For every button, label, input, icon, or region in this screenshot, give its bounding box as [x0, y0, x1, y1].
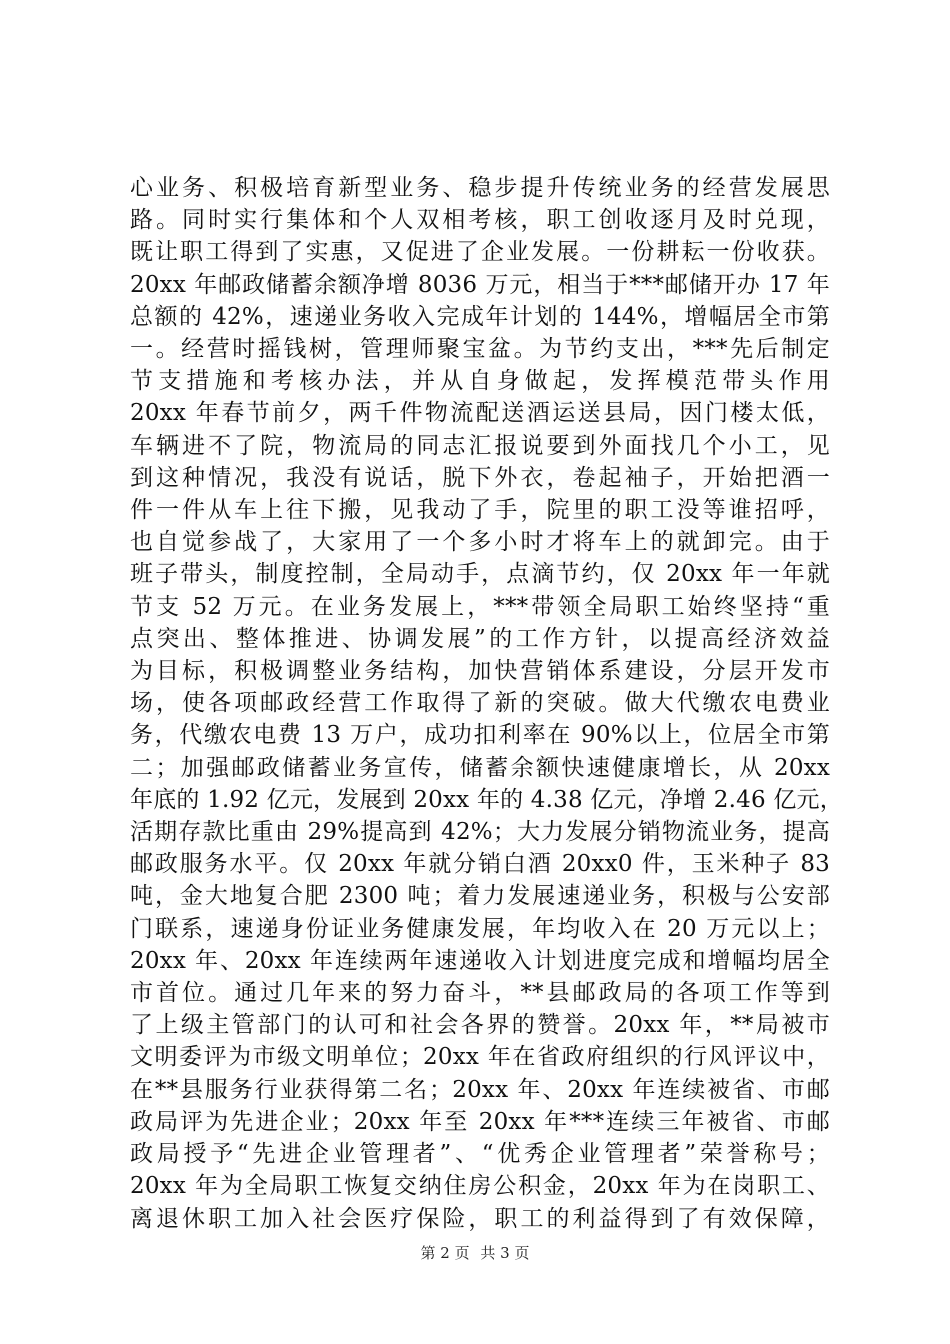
body-text [130, 172, 843, 1235]
text-line: 为目标，积极调整业务结构，加快营销体系建设，分层开发市 [130, 658, 830, 685]
text-line: 20xx 年春节前夕，两千件物流配送酒运送县局，因门楼太低， [130, 400, 830, 427]
text-line: 节支 52 万元。在业务发展上，***带领全局职工始终坚持“重 [130, 593, 830, 620]
text-line: 政局授予“先进企业管理者”、“优秀企业管理者”荣誉称号； [130, 1141, 830, 1168]
text-line: 务，代缴农电费 13 万户，成功扣利率在 90%以上，位居全市第 [130, 722, 830, 749]
text-line: 总额的 42%，速递业务收入完成年计划的 144%，增幅居全市第 [130, 303, 830, 330]
text-line: 离退休职工加入社会医疗保险，职工的利益得到了有效保障， [130, 1205, 830, 1232]
text-line: 路。同时实行集体和个人双相考核，职工创收逐月及时兑现， [130, 207, 830, 234]
text-line: 二；加强邮政储蓄业务宣传，储蓄余额快速健康增长，从 20xx [130, 754, 830, 781]
text-line: 件一件从车上往下搬，见我动了手，院里的职工没等谁招呼， [130, 497, 830, 524]
text-line: 到这种情况，我没有说话，脱下外衣，卷起袖子，开始把酒一 [130, 464, 830, 491]
text-line: 点突出、整体推进、协调发展”的工作方针，以提高经济效益 [130, 625, 830, 652]
text-line: 吨，金大地复合肥 2300 吨；着力发展速递业务，积极与公安部 [130, 883, 830, 910]
page-number: 第 2 页 [420, 1244, 470, 1262]
text-line: 邮政服务水平。仅 20xx 年就分销白酒 20xx0 件，玉米种子 83 [130, 851, 830, 878]
text-line: 心业务、积极培育新型业务、稳步提升传统业务的经营发展思 [130, 175, 830, 201]
page-total: 共 3 页 [480, 1244, 530, 1262]
text-line: 班子带头，制度控制，全局动手，点滴节约，仅 20xx 年一年就 [130, 561, 830, 588]
text-line: 20xx 年为全局职工恢复交纳住房公积金，20xx 年为在岗职工、 [130, 1173, 830, 1200]
text-line: 一。经营时摇钱树，管理师聚宝盆。为节约支出，***先后制定 [130, 336, 830, 363]
text-line: 在**县服务行业获得第二名；20xx 年、20xx 年连续被省、市邮 [130, 1076, 830, 1103]
text-line: 年底的 1.92 亿元，发展到 20xx 年的 4.38 亿元，净增 2.46 亿元， [130, 786, 843, 813]
text-line: 20xx 年、20xx 年连续两年速递收入计划进度完成和增幅均居全 [130, 947, 830, 974]
text-line: 活期存款比重由 29%提高到 42%；大力发展分销物流业务，提高 [130, 819, 830, 846]
text-line: 了上级主管部门的认可和社会各界的赞誉。20xx 年，**局被市 [130, 1012, 830, 1039]
text-line: 门联系，速递身份证业务健康发展，年均收入在 20 万元以上； [130, 915, 830, 942]
text-line: 文明委评为市级文明单位；20xx 年在省政府组织的行风评议中， [130, 1044, 830, 1071]
text-line: 20xx 年邮政储蓄余额净增 8036 万元，相当于***邮储开办 17 年 [130, 271, 830, 298]
text-line: 场，使各项邮政经营工作取得了新的突破。做大代缴农电费业 [130, 690, 830, 717]
text-line: 政局评为先进企业；20xx 年至 20xx 年***连续三年被省、市邮 [130, 1108, 830, 1135]
text-line: 市首位。通过几年来的努力奋斗，**县邮政局的各项工作等到 [130, 980, 830, 1007]
page-footer [0, 1242, 950, 1263]
text-line: 也自觉参战了，大家用了一个多小时才将车上的就卸完。由于 [130, 529, 830, 556]
text-line: 车辆进不了院，物流局的同志汇报说要到外面找几个小工，见 [130, 432, 830, 459]
text-line: 既让职工得到了实惠，又促进了企业发展。一份耕耘一份收获。 [130, 239, 830, 266]
text-line: 节支措施和考核办法，并从自身做起，发挥模范带头作用 [130, 368, 830, 395]
